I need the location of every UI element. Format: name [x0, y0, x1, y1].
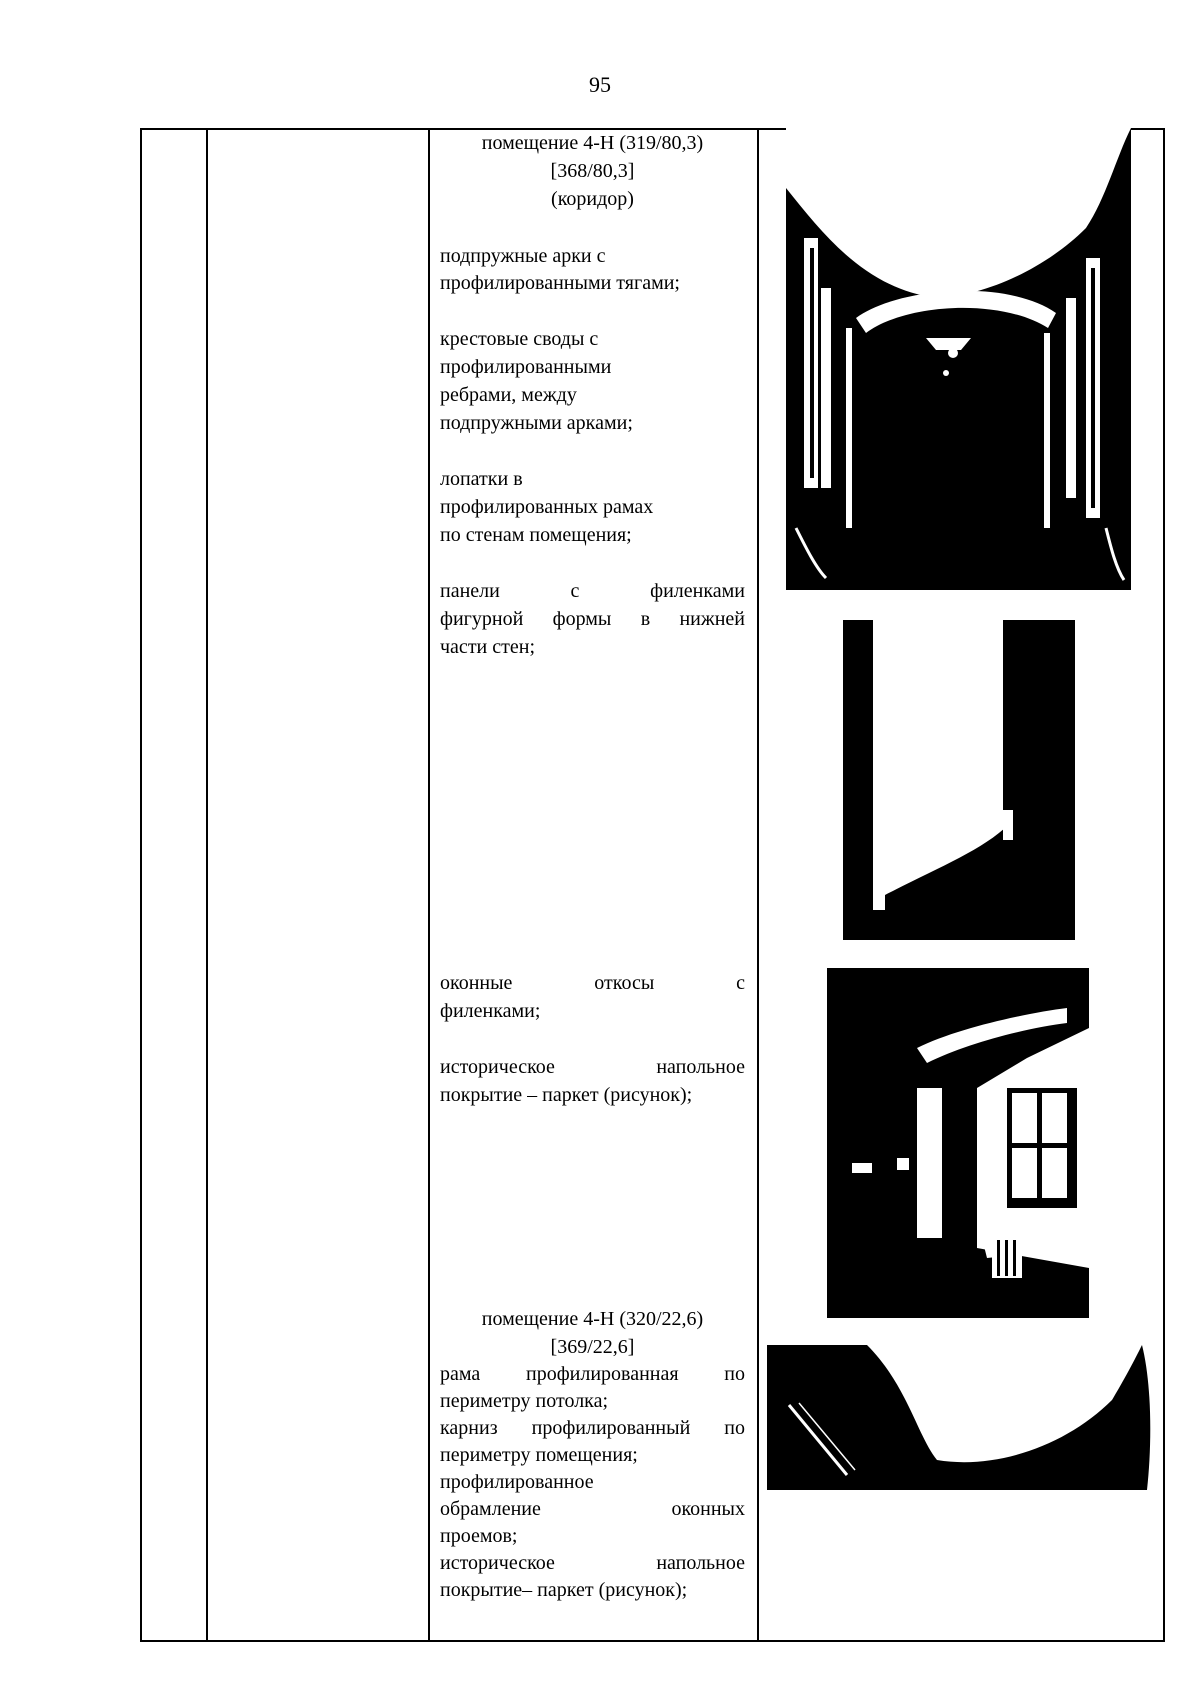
- feature-panels-line-3: части стен;: [440, 636, 536, 658]
- photo-window-reveals: [827, 968, 1089, 1318]
- room-1-subtitle-2: (коридор): [551, 188, 634, 210]
- table-col-border-4: [757, 128, 759, 1642]
- feature-vaults-line-4: подпружными арками;: [440, 412, 633, 434]
- photo-wall-panel-image: [843, 620, 1075, 940]
- photo-corridor: [786, 128, 1131, 590]
- feature-vaults-line-2: профилированными: [440, 356, 612, 378]
- photo-window-reveals-image: [827, 968, 1089, 1318]
- table-col-border-1: [140, 128, 142, 1642]
- feature-framing-line-1: профилированное: [440, 1471, 594, 1493]
- feature-pilasters-line-1: лопатки в: [440, 468, 523, 490]
- feature-parquet-line-1: историческое напольное: [440, 1056, 745, 1078]
- feature-frame-line-2: периметру потолка;: [440, 1390, 609, 1412]
- feature-parquet2-line-1: историческое напольное: [440, 1552, 745, 1574]
- feature-pilasters-line-3: по стенам помещения;: [440, 524, 632, 546]
- feature-parquet-line-2: покрытие – паркет (рисунок);: [440, 1084, 693, 1106]
- table-col-border-5: [1163, 128, 1165, 1642]
- feature-arches-line-2: профилированными тягами;: [440, 272, 680, 294]
- table-bottom-border: [140, 1640, 1165, 1642]
- feature-arches-line-1: подпружные арки с: [440, 245, 606, 267]
- feature-vaults-line-3: ребрами, между: [440, 384, 577, 406]
- feature-panels-line-1: панели с филенками: [440, 580, 745, 602]
- feature-vaults-line-1: крестовые своды с: [440, 328, 599, 350]
- feature-frame-line-1: рама профилированная по: [440, 1363, 745, 1385]
- table-col-border-2: [206, 128, 208, 1642]
- feature-cornice-line-1: карниз профилированный по: [440, 1417, 745, 1439]
- feature-reveals-line-1: оконные откосы с: [440, 972, 745, 994]
- photo-corridor-image: [786, 128, 1131, 590]
- photo-ceiling-cornice: [767, 1345, 1162, 1490]
- feature-framing-line-3: проемов;: [440, 1525, 518, 1547]
- photo-wall-panel: [843, 620, 1075, 940]
- room-1-title: помещение 4-Н (319/80,3): [481, 132, 704, 154]
- page-number: 95: [589, 72, 611, 97]
- photo-ceiling-cornice-image: [767, 1345, 1162, 1490]
- feature-reveals-line-2: филенками;: [440, 1000, 541, 1022]
- feature-pilasters-line-2: профилированных рамах: [440, 496, 654, 518]
- feature-panels-line-2: фигурной формы в нижней: [440, 608, 745, 630]
- room-2-subtitle-1: [369/22,6]: [550, 1336, 635, 1358]
- feature-framing-line-2: обрамление оконных: [440, 1498, 745, 1520]
- feature-cornice-line-2: периметру помещения;: [440, 1444, 638, 1466]
- feature-parquet2-line-2: покрытие– паркет (рисунок);: [440, 1579, 688, 1601]
- table-col-border-3: [428, 128, 430, 1642]
- room-2-title: помещение 4-Н (320/22,6): [481, 1308, 704, 1330]
- room-1-subtitle-1: [368/80,3]: [550, 160, 635, 182]
